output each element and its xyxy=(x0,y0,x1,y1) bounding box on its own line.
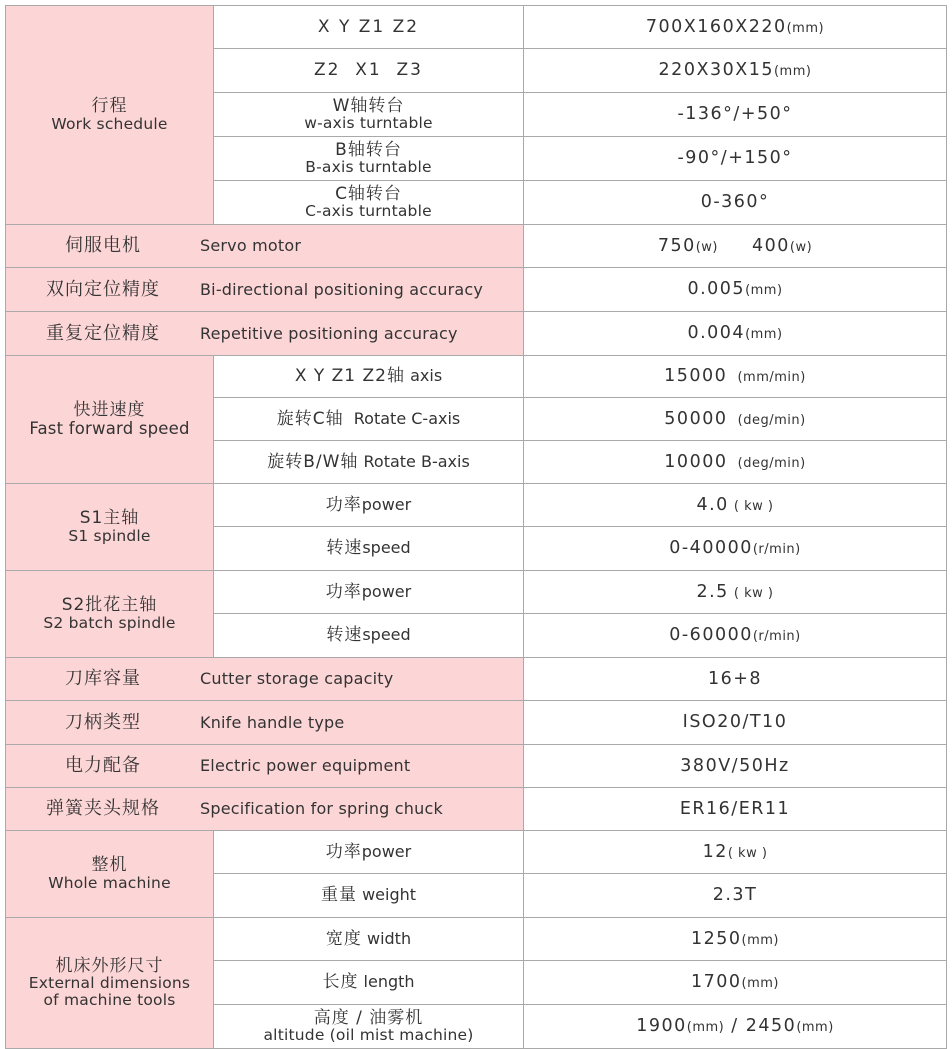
item-cell: 功率power xyxy=(214,571,524,614)
item-cell: X Y Z1 Z2 xyxy=(214,6,524,49)
item-cell: 转速speed xyxy=(214,527,524,571)
item-cell: 高度 / 油雾机 altitude (oil mist machine) xyxy=(214,1005,524,1049)
category-en: Work schedule xyxy=(51,114,168,133)
table-row xyxy=(6,356,947,398)
item-cell: 旋转B/W轴 Rotate B-axis xyxy=(214,441,524,484)
value-cell: 0-360° xyxy=(524,181,947,225)
value-cell: 12( kw ) xyxy=(524,831,947,874)
category-spring-chuck: 弹簧夹头规格 Specification for spring chuck xyxy=(6,788,524,831)
category-s1-spindle: S1主轴 S1 spindle xyxy=(6,484,214,571)
value-cell: -136°/+50° xyxy=(524,93,947,137)
item-cell: Z2 X1 Z3 xyxy=(214,49,524,93)
table-row xyxy=(6,745,947,788)
value-cell: 2.5 ( kw ) xyxy=(524,571,947,614)
value-cell: -90°/+150° xyxy=(524,137,947,181)
value-cell: 1250(mm) xyxy=(524,918,947,961)
item-cell: 宽度 width xyxy=(214,918,524,961)
table-row xyxy=(6,788,947,831)
table-row xyxy=(6,312,947,356)
category-electric-power: 电力配备 Electric power equipment xyxy=(6,745,524,788)
value-cell: 50000 (deg/min) xyxy=(524,398,947,441)
item-cell: 旋转C轴 Rotate C-axis xyxy=(214,398,524,441)
value-cell: 220X30X15(mm) xyxy=(524,49,947,93)
value-cell: 1700(mm) xyxy=(524,961,947,1005)
value-cell: 750(w) 400(w) xyxy=(524,225,947,268)
value-cell: 380V/50Hz xyxy=(524,745,947,788)
spec-table xyxy=(5,5,947,1049)
value-cell: 0.005(mm) xyxy=(524,268,947,312)
value-cell: 0-40000(r/min) xyxy=(524,527,947,571)
category-dimensions: 机床外形尺寸 External dimensions of machine tools xyxy=(6,918,214,1049)
value-cell: 2.3T xyxy=(524,874,947,918)
table-row xyxy=(6,268,947,312)
value-cell: ER16/ER11 xyxy=(524,788,947,831)
value-cell: 16+8 xyxy=(524,658,947,701)
value-cell: 10000 (deg/min) xyxy=(524,441,947,484)
category-s2-spindle: S2批花主轴 S2 batch spindle xyxy=(6,571,214,658)
category-repeat: 重复定位精度 Repetitive positioning accuracy xyxy=(6,312,524,356)
table-row xyxy=(6,701,947,745)
table-row xyxy=(6,6,947,49)
category-servo: 伺服电机 Servo motor xyxy=(6,225,524,268)
value-cell: 1900(mm) / 2450(mm) xyxy=(524,1005,947,1049)
item-cell: 重量 weight xyxy=(214,874,524,918)
item-cell: 功率power xyxy=(214,831,524,874)
value-cell: 15000 (mm/min) xyxy=(524,356,947,398)
item-cell: X Y Z1 Z2轴 axis xyxy=(214,356,524,398)
value-cell: 0-60000(r/min) xyxy=(524,614,947,658)
category-tool-holder: 刀柄类型 Knife handle type xyxy=(6,701,524,745)
category-zh: 行程 xyxy=(91,96,128,117)
category-travel xyxy=(6,6,214,225)
item-cell: W轴转台 w-axis turntable xyxy=(214,93,524,137)
table-row xyxy=(6,918,947,961)
value-cell: 0.004(mm) xyxy=(524,312,947,356)
item-cell: 转速speed xyxy=(214,614,524,658)
item-cell: C轴转台 C-axis turntable xyxy=(214,181,524,225)
item-cell: B轴转台 B-axis turntable xyxy=(214,137,524,181)
value-cell: 700X160X220(mm) xyxy=(524,6,947,49)
value-cell: 4.0 ( kw ) xyxy=(524,484,947,527)
category-bidirectional: 双向定位精度 Bi-directional positioning accuracy xyxy=(6,268,524,312)
value-cell: ISO20/T10 xyxy=(524,701,947,745)
table-row xyxy=(6,484,947,527)
item-cell: 功率power xyxy=(214,484,524,527)
category-rapid: 快进速度 Fast forward speed xyxy=(6,356,214,484)
category-whole-machine: 整机 Whole machine xyxy=(6,831,214,918)
table-row xyxy=(6,658,947,701)
table-row xyxy=(6,225,947,268)
category-tool-magazine: 刀库容量 Cutter storage capacity xyxy=(6,658,524,701)
table-row xyxy=(6,831,947,874)
item-cell: 长度 length xyxy=(214,961,524,1005)
table-row xyxy=(6,571,947,614)
